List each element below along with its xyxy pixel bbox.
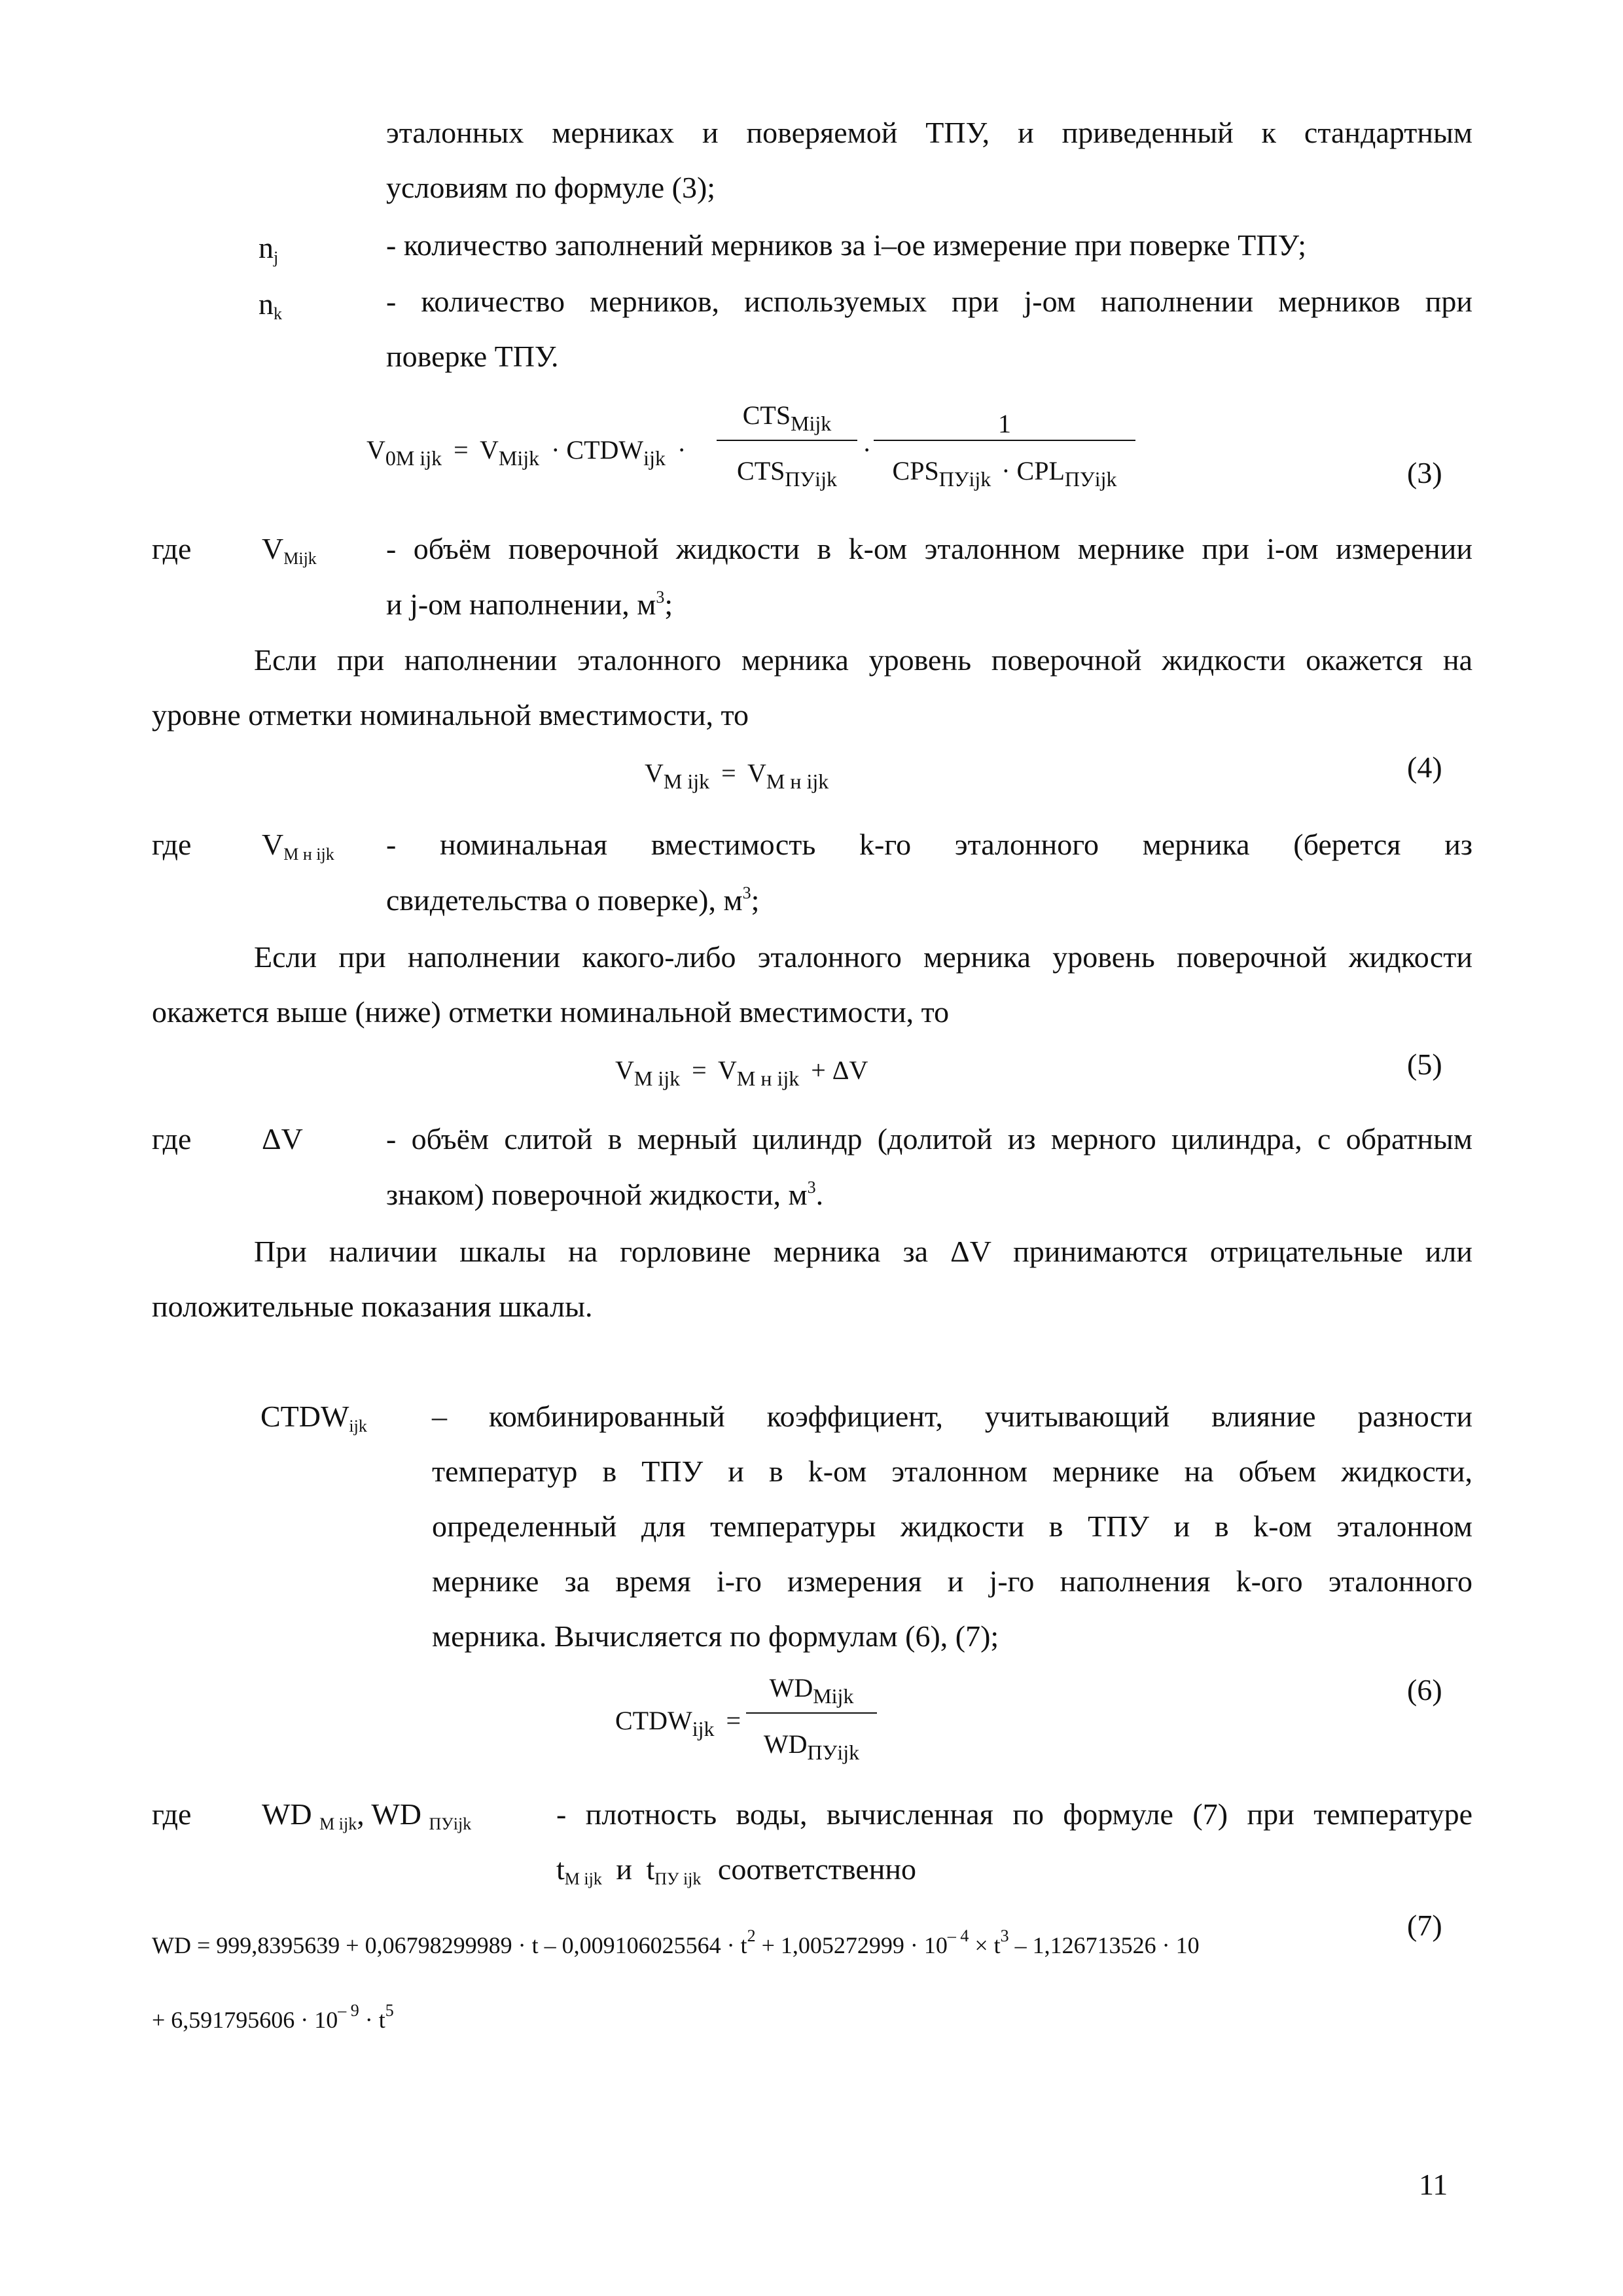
symbol-v-mijk: VMijk (262, 532, 317, 568)
equation-4: $V_{M ijk} = V_{M н ijk}$ (645, 758, 829, 793)
eq3-frac2-numerator: 1 (998, 409, 1011, 438)
definition-n-j: - количество заполнений мерников за i–ое измерение при поверке ТПУ; (386, 228, 1307, 262)
equation-number-7: (7) (1407, 1909, 1442, 1942)
eq6-denominator: $WD_{ПУijk}$ (763, 1729, 860, 1764)
eq3-lhs: $V_{0M ijk} = V_{Mijk}$ · $CTDW_{ijk}$ · (366, 435, 687, 470)
where-label-3: где (152, 1122, 192, 1156)
paragraph-above-line-1: Если при наполнении какого-либо эталонного мерника уровень поверочной жидкости (254, 940, 1472, 974)
paragraph-nominal-line-2: уровне отметки номинальной вместимости, то (152, 698, 749, 732)
paragraph-scale-line-1: При наличии шкалы на горловине мерника за ΔV принимаются отрицательные или (254, 1235, 1472, 1268)
eq6-bar (746, 1712, 877, 1714)
definition-ctdw-line-3: определенный для температуры жидкости в ТПУ и в k-ом эталонном (432, 1510, 1472, 1543)
definition-ctdw-line-4: мернике за время i-го измерения и j-го наполнения k-ого эталонного (432, 1564, 1472, 1598)
definition-v-mnijk-line-2: свидетельства о поверке), $м^3$; (386, 883, 760, 917)
paragraph-nominal-line-1: Если при наполнении эталонного мерника уровень поверочной жидкости окажется на (254, 643, 1472, 677)
equation-number-6: (6) (1407, 1673, 1442, 1706)
equation-7-line-1: WD = $999,8395639 + 0,06798299989 \cdot t - 0,009106025564 \cdot t^2 + 1,005272999 \cdot 10^{- 4} \times t^3 - 1,126713526 \cdot 10$ (152, 1926, 1200, 1958)
equation-number-4: (4) (1407, 751, 1442, 784)
eq3-frac2-denominator: $CPS_{ПУijk} \cdot CPL_{ПУijk}$ (892, 456, 1117, 491)
where-label-2: где (152, 828, 192, 861)
eq3-frac1-numerator: $CTS_{Mijk}$ (742, 400, 832, 435)
equation-number-5: (5) (1407, 1048, 1442, 1081)
symbol-wd: WD M ijk, WD ПУijk (262, 1797, 472, 1833)
symbol-n-j: nj (259, 231, 279, 267)
symbol-ctdw: CTDWijk (260, 1400, 367, 1436)
eq3-frac1-denominator: $CTS_{ПУijk}$ (737, 456, 837, 491)
equation-number-3: (3) (1407, 456, 1442, 489)
definition-delta-v-line-2: знаком) поверочной жидкости, $м^3$. (386, 1178, 824, 1211)
equation-7-line-2: + $6,591795606 \cdot 10^{- 9} \cdot t^5$ (152, 2001, 394, 2033)
page-number: 11 (1419, 2168, 1448, 2201)
definition-v-mnijk-line-1: - номинальная вместимость k-го эталонного мерника (берется из (386, 828, 1472, 861)
eq3-frac1-bar (717, 440, 857, 441)
symbol-v-mnijk: VM н ijk (262, 828, 334, 864)
definition-delta-v-line-1: - объём слитой в мерный цилиндр (долитой из мерного цилиндра, с обратным (386, 1122, 1472, 1156)
definition-wd-line-2: tM ijk и tПУ ijk соответственно (556, 1852, 916, 1888)
eq3-dot-2: · (863, 435, 872, 465)
paragraph-scale-line-2: положительные показания шкалы. (152, 1290, 593, 1323)
where-label-1: где (152, 532, 192, 565)
eq3-frac2-bar (874, 440, 1135, 441)
paragraph-above-line-2: окажется выше (ниже) отметки номинальной вместимости, то (152, 995, 950, 1029)
definition-ctdw-line-5: мерника. Вычисляется по формулам (6), (7); (432, 1619, 999, 1653)
equation-5: $V_{M ijk} = V_{M н ijk} + \Delta V$ (615, 1055, 868, 1090)
intro-line-1: эталонных мерниках и поверяемой ТПУ, и приведенный к стандартным (386, 116, 1472, 149)
eq6-numerator: $WD_{Mijk}$ (769, 1673, 854, 1708)
symbol-n-k: nk (259, 287, 282, 323)
definition-wd-line-1: - плотность воды, вычисленная по формуле (7) при температуре (556, 1797, 1472, 1831)
where-label-4: где (152, 1797, 192, 1831)
intro-line-2: условиям по формуле (3); (386, 171, 716, 204)
definition-ctdw-line-2: температур в ТПУ и в k-ом эталонном мернике на объем жидкости, (432, 1455, 1472, 1488)
definition-v-mijk-line-1: - объём поверочной жидкости в k-ом эталонном мернике при i-ом измерении (386, 532, 1472, 565)
definition-v-mijk-line-2: и j-ом наполнении, $м^3$; (386, 588, 673, 621)
eq6-lhs: $CTDW_{ijk}$ = (615, 1706, 741, 1740)
definition-n-k-line-2: поверке ТПУ. (386, 340, 559, 373)
definition-n-k-line-1: - количество мерников, используемых при j-ом наполнении мерников при (386, 285, 1472, 318)
definition-ctdw-line-1: – комбинированный коэффициент, учитывающий влияние разности (432, 1400, 1472, 1433)
symbol-delta-v: ΔV (262, 1122, 303, 1156)
